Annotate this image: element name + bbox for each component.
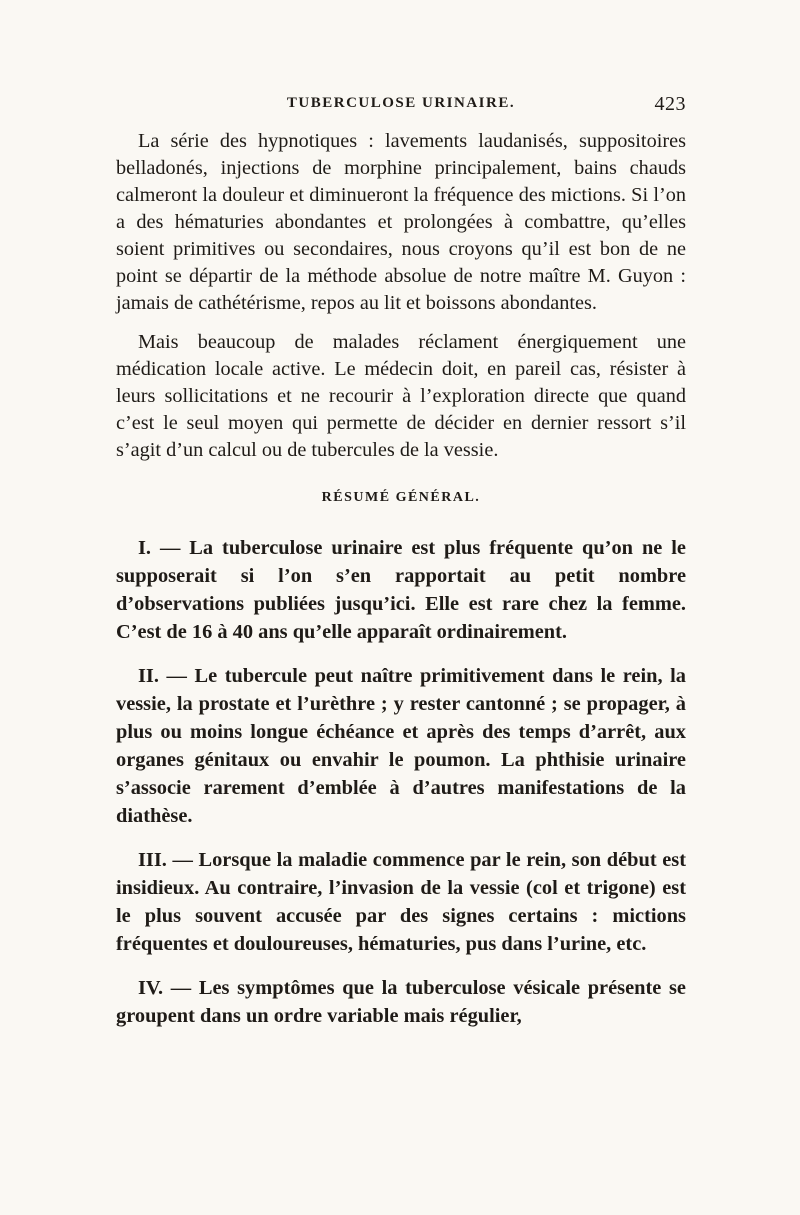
page-number: 423 bbox=[654, 93, 686, 115]
section-heading-summary: RÉSUMÉ GÉNÉRAL. bbox=[321, 490, 481, 505]
summary-item-2: II. — Le tubercule peut naître primitivement dans le rein, la vessie, la prostate et l’urèthre ; y rester cantonné ; se propager, à plus ou moins longue échéance et après des temps d’arrêt, aux organes génitaux ou envahir le poumon. La phthisie urinaire s’associe rarement d’emblée à d’autres manifestations de la diathèse. bbox=[116, 665, 686, 827]
body-text bbox=[116, 128, 686, 1030]
paragraph-local-medication: Mais beaucoup de malades réclament énergiquement une médication locale active. Le médecin doit, en pareil cas, résister à leurs sollicitations et ne recourir à l’exploration directe que quand c’est le seul moyen qui permette de décider en dernier ressort s’il s’agit d’un calcul ou de tubercules de la vessie. bbox=[116, 331, 686, 461]
summary-item-4: IV. — Les symptômes que la tuberculose vésicale présente se groupent dans un ordre variable mais régulier, bbox=[116, 977, 686, 1027]
running-header bbox=[116, 95, 686, 119]
summary-list bbox=[116, 534, 686, 1030]
paragraph-treatment: La série des hypnotiques : lavements laudanisés, suppositoires belladonés, injections de morphine principalement, bains chauds calmeront la douleur et diminueront la fréquence des mictions. Si l’on a des hématuries abondantes et prolongées à combattre, qu’elles soient primitives ou secondaires, nous croyons qu’il est bon de ne point se départir de la méthode absolue de notre maître M. Guyon : jamais de cathétérisme, repos au lit et boissons abondantes. bbox=[116, 130, 686, 314]
summary-item-3: III. — Lorsque la maladie commence par le rein, son début est insidieux. Au contraire, l’invasion de la vessie (col et trigone) est le plus souvent accusée par des signes certains : mictions fréquentes et douloureuses, hématuries, pus dans l’urine, etc. bbox=[116, 849, 686, 955]
summary-item-1: I. — La tuberculose urinaire est plus fréquente qu’on ne le supposerait si l’on s’en rapportait au petit nombre d’observations publiées jusqu’ici. Elle est rare chez la femme. C’est de 16 à 40 ans qu’elle apparaît ordinairement. bbox=[116, 537, 686, 643]
running-title: TUBERCULOSE URINAIRE. bbox=[286, 95, 516, 111]
